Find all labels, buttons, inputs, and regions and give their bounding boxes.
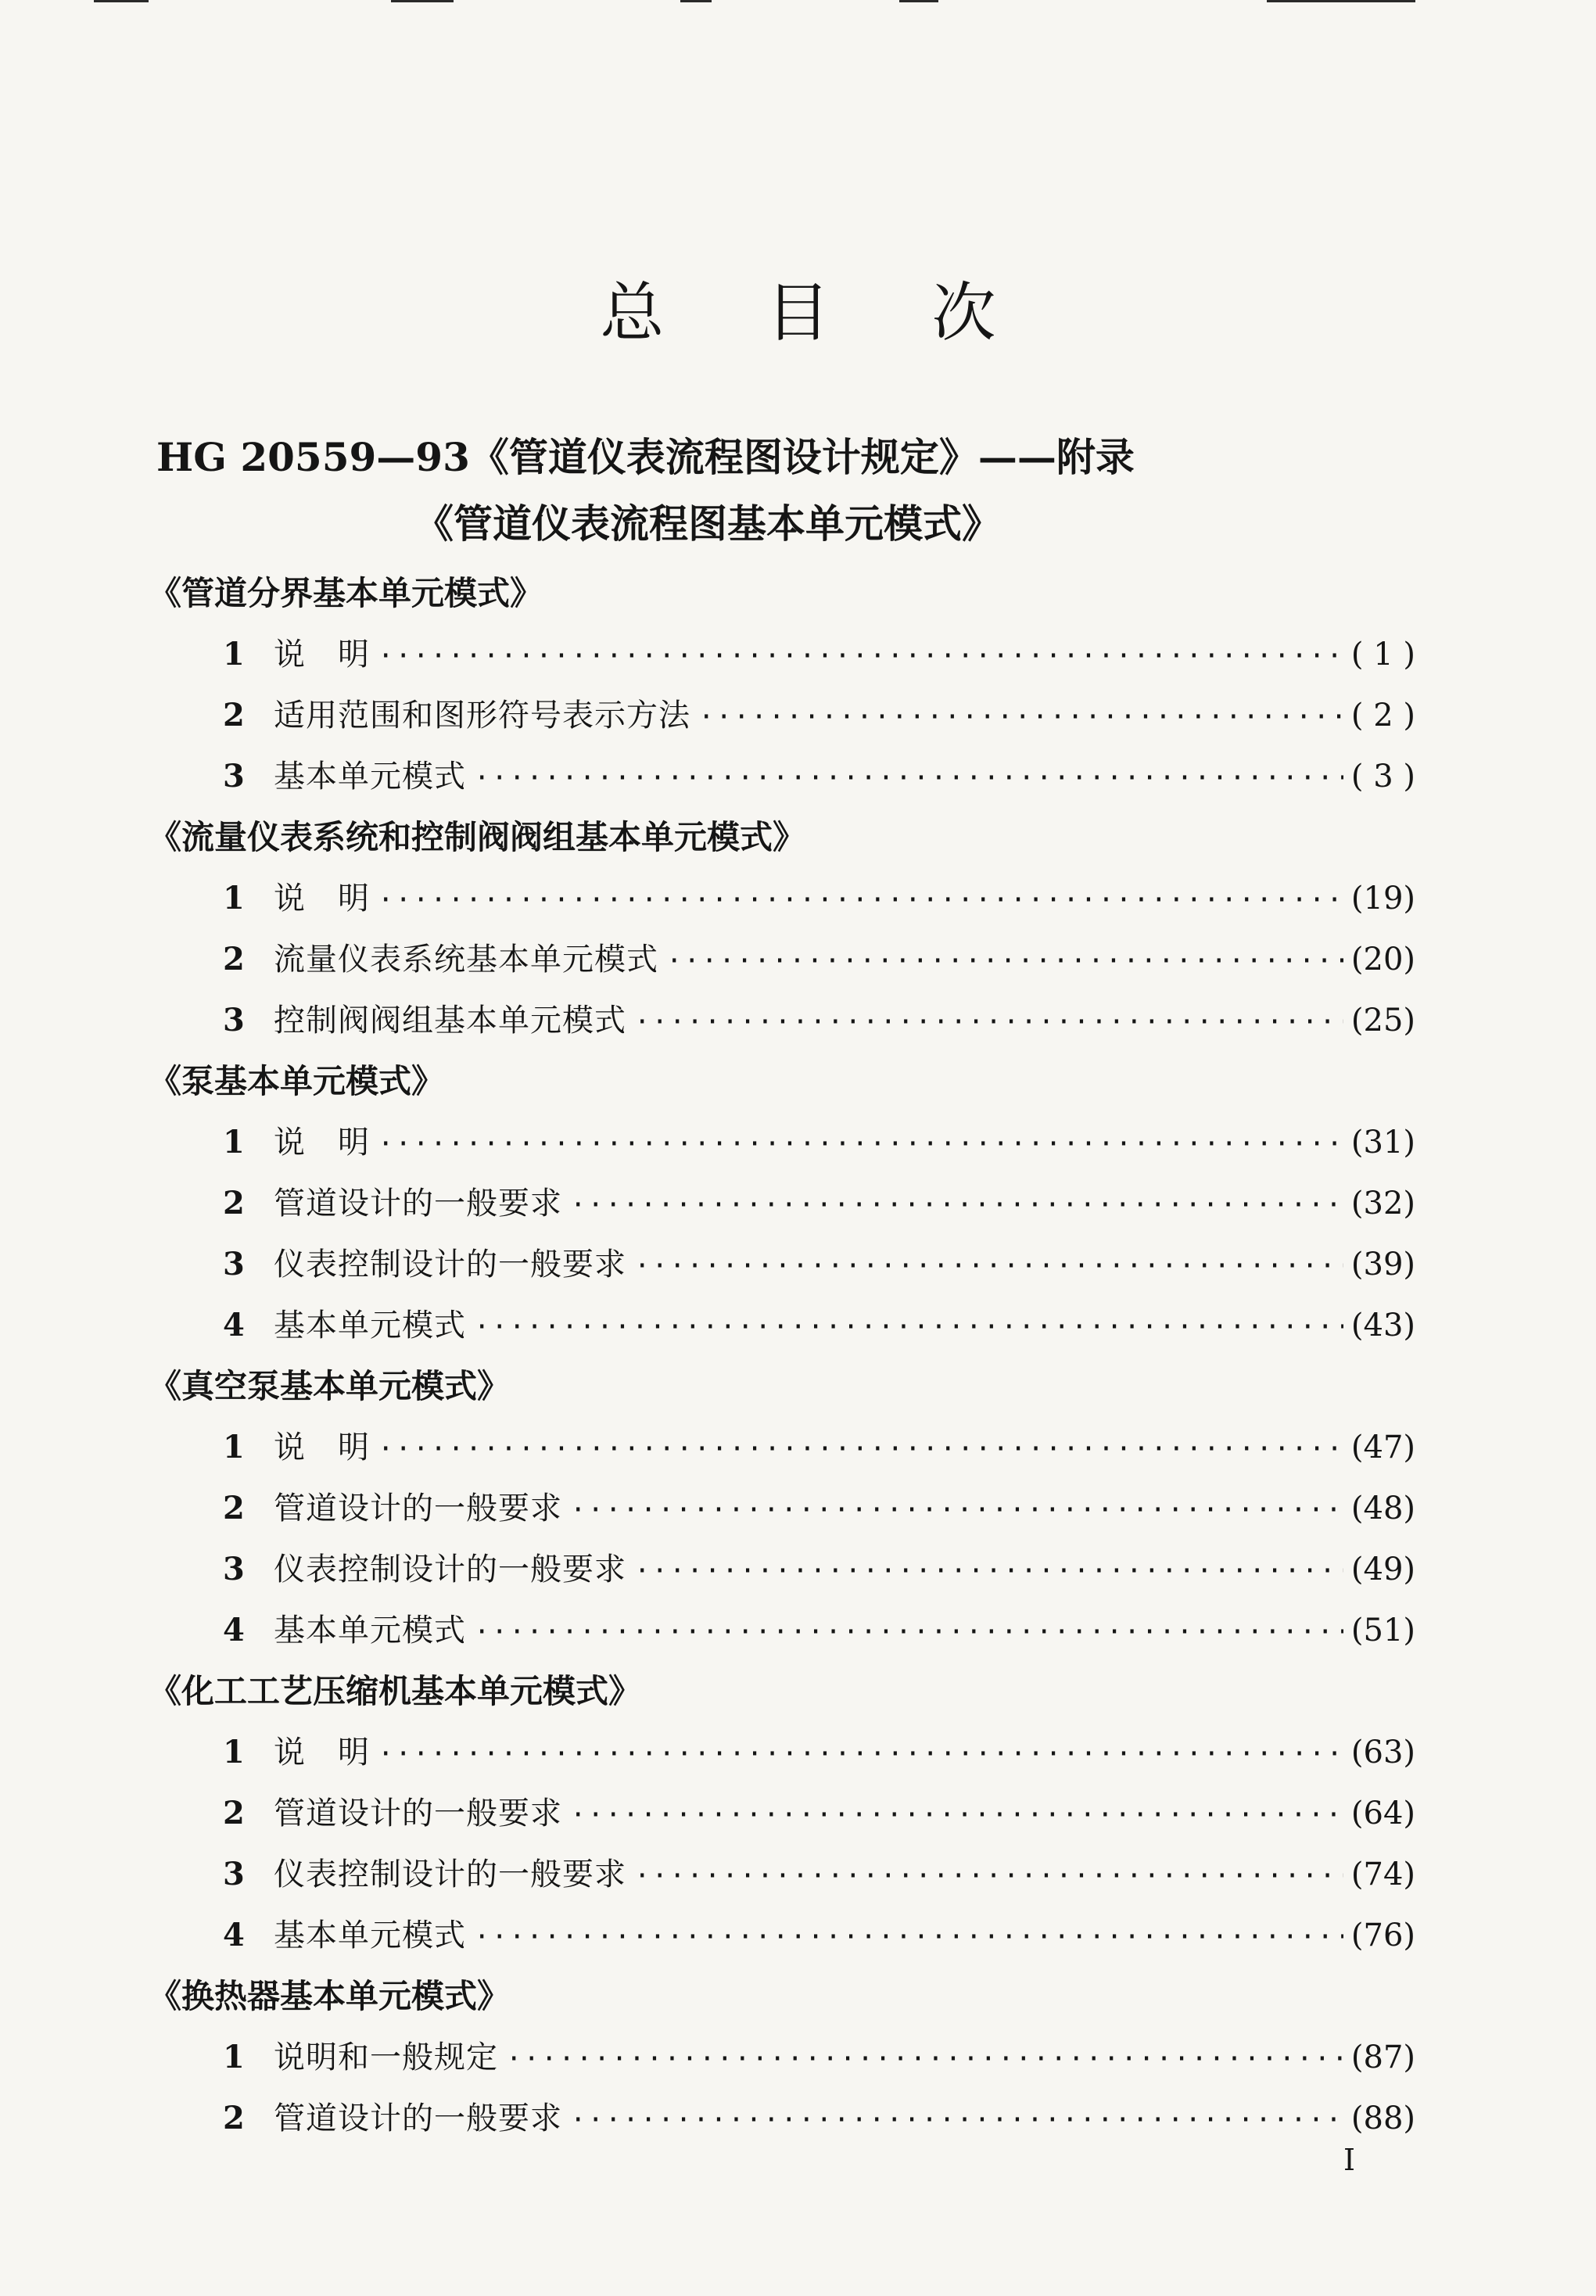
toc-entry[interactable] bbox=[149, 990, 1415, 1051]
entry-page: (25) bbox=[1350, 1003, 1415, 1039]
dot-leader bbox=[570, 1175, 1343, 1236]
toc-entry[interactable] bbox=[149, 1783, 1415, 1844]
dot-leader bbox=[570, 1480, 1343, 1541]
entry-number: 3 bbox=[223, 1246, 245, 1283]
dot-leader bbox=[634, 992, 1343, 1053]
entry-number: 3 bbox=[223, 1856, 245, 1892]
toc-entry[interactable] bbox=[149, 1417, 1415, 1478]
section-title: 《换热器基本单元模式》 bbox=[149, 1977, 511, 2015]
entry-text: 说明和一般规定 bbox=[274, 2039, 498, 2075]
entry-number: 4 bbox=[223, 1917, 245, 1953]
scan-artifact bbox=[391, 0, 454, 2]
entry-page: (49) bbox=[1350, 1552, 1415, 1587]
entry-number: 2 bbox=[223, 1795, 245, 1831]
toc-entry[interactable] bbox=[149, 1173, 1415, 1234]
entry-page: (51) bbox=[1350, 1613, 1415, 1648]
scan-artifact bbox=[899, 0, 938, 2]
entry-text: 流量仪表系统基本单元模式 bbox=[274, 942, 658, 978]
entry-page: (74) bbox=[1350, 1857, 1415, 1892]
toc-entry[interactable] bbox=[149, 685, 1415, 746]
entry-number: 1 bbox=[223, 1429, 245, 1465]
scan-artifact bbox=[680, 0, 712, 2]
toc-entry[interactable] bbox=[149, 929, 1415, 990]
toc-entry[interactable] bbox=[149, 1295, 1415, 1356]
toc-entry[interactable] bbox=[149, 1722, 1415, 1783]
entry-text: 说 明 bbox=[274, 1125, 370, 1161]
section-title: 《管道分界基本单元模式》 bbox=[149, 574, 543, 612]
entry-page: (76) bbox=[1350, 1918, 1415, 1953]
toc-entry[interactable] bbox=[149, 1600, 1415, 1661]
entry-text: 管道设计的一般要求 bbox=[274, 1796, 562, 1831]
dot-leader bbox=[378, 1724, 1343, 1785]
entry-number: 3 bbox=[223, 758, 245, 795]
entry-text: 说 明 bbox=[274, 881, 370, 917]
entry-page: (88) bbox=[1350, 2100, 1415, 2136]
entry-text: 仪表控制设计的一般要求 bbox=[274, 1247, 626, 1283]
dot-leader bbox=[634, 1846, 1343, 1907]
section-title: 《流量仪表系统和控制阀阀组基本单元模式》 bbox=[149, 818, 806, 856]
entry-page: ( 1 ) bbox=[1350, 637, 1415, 673]
entry-page: (20) bbox=[1350, 942, 1415, 978]
toc-entry[interactable] bbox=[149, 2027, 1415, 2088]
entry-number: 2 bbox=[223, 1185, 245, 1222]
entry-page: (32) bbox=[1350, 1186, 1415, 1222]
entry-number: 3 bbox=[223, 1551, 245, 1587]
entry-text: 仪表控制设计的一般要求 bbox=[274, 1552, 626, 1587]
entry-page: (47) bbox=[1350, 1430, 1415, 1465]
section-title: 《化工工艺压缩机基本单元模式》 bbox=[149, 1672, 642, 1710]
entry-text: 说 明 bbox=[274, 1735, 370, 1770]
entry-text: 管道设计的一般要求 bbox=[274, 1186, 562, 1222]
entry-text: 说 明 bbox=[274, 1430, 370, 1465]
entry-text: 仪表控制设计的一般要求 bbox=[274, 1857, 626, 1892]
entry-page: (64) bbox=[1350, 1796, 1415, 1831]
entry-page: (87) bbox=[1350, 2039, 1415, 2075]
dot-leader bbox=[698, 687, 1343, 748]
entry-number: 4 bbox=[223, 1612, 245, 1648]
entry-text: 控制阀阀组基本单元模式 bbox=[274, 1003, 626, 1039]
page-title: 总 目 次 bbox=[600, 276, 1037, 350]
entry-page: (39) bbox=[1350, 1247, 1415, 1283]
toc-entry[interactable] bbox=[149, 624, 1415, 685]
dot-leader bbox=[570, 2090, 1343, 2151]
entry-number: 4 bbox=[223, 1307, 245, 1344]
entry-page: (63) bbox=[1350, 1735, 1415, 1770]
entry-number: 1 bbox=[223, 1124, 245, 1161]
entry-number: 2 bbox=[223, 1490, 245, 1526]
dot-leader bbox=[378, 1419, 1343, 1480]
toc-entry[interactable] bbox=[149, 1539, 1415, 1600]
entry-page: (48) bbox=[1350, 1491, 1415, 1526]
entry-number: 1 bbox=[223, 880, 245, 917]
toc-entry[interactable] bbox=[149, 2088, 1415, 2149]
standard-heading: HG 20559—93《管道仪表流程图设计规定》——附录 bbox=[156, 434, 1135, 480]
scan-artifact bbox=[94, 0, 149, 2]
entry-page: (43) bbox=[1350, 1308, 1415, 1344]
dot-leader bbox=[474, 748, 1343, 809]
standard-subheading: 《管道仪表流程图基本单元模式》 bbox=[414, 500, 1001, 547]
section-title: 《真空泵基本单元模式》 bbox=[149, 1367, 511, 1405]
entry-text: 说 明 bbox=[274, 637, 370, 673]
section-title: 《泵基本单元模式》 bbox=[149, 1062, 445, 1100]
dot-leader bbox=[474, 1297, 1343, 1358]
entry-text: 管道设计的一般要求 bbox=[274, 2100, 562, 2136]
entry-number: 2 bbox=[223, 941, 245, 978]
toc-entry[interactable] bbox=[149, 868, 1415, 929]
entry-page: ( 2 ) bbox=[1350, 698, 1415, 734]
entry-page: (31) bbox=[1350, 1125, 1415, 1161]
entry-number: 3 bbox=[223, 1002, 245, 1039]
toc-entry[interactable] bbox=[149, 746, 1415, 807]
page-number: I bbox=[1343, 2143, 1356, 2177]
dot-leader bbox=[506, 2029, 1343, 2090]
dot-leader bbox=[474, 1602, 1343, 1663]
entry-text: 管道设计的一般要求 bbox=[274, 1491, 562, 1526]
toc-entry[interactable] bbox=[149, 1234, 1415, 1295]
entry-page: ( 3 ) bbox=[1350, 759, 1415, 795]
entry-text: 基本单元模式 bbox=[274, 1308, 466, 1344]
toc-entry[interactable] bbox=[149, 1478, 1415, 1539]
toc-entry[interactable] bbox=[149, 1112, 1415, 1173]
toc-entry[interactable] bbox=[149, 1905, 1415, 1966]
entry-number: 1 bbox=[223, 1734, 245, 1770]
dot-leader bbox=[474, 1907, 1343, 1968]
scan-artifact bbox=[1267, 0, 1415, 2]
entry-text: 基本单元模式 bbox=[274, 1918, 466, 1953]
entry-text: 基本单元模式 bbox=[274, 759, 466, 795]
dot-leader bbox=[378, 626, 1343, 687]
entry-text: 基本单元模式 bbox=[274, 1613, 466, 1648]
entry-page: (19) bbox=[1350, 881, 1415, 917]
entry-number: 2 bbox=[223, 697, 245, 734]
dot-leader bbox=[378, 1114, 1343, 1175]
dot-leader bbox=[634, 1541, 1343, 1602]
entry-number: 1 bbox=[223, 2039, 245, 2075]
entry-text: 适用范围和图形符号表示方法 bbox=[274, 698, 690, 734]
dot-leader bbox=[634, 1236, 1343, 1297]
dot-leader bbox=[570, 1785, 1343, 1846]
entry-number: 2 bbox=[223, 2100, 245, 2136]
dot-leader bbox=[666, 931, 1343, 992]
dot-leader bbox=[378, 870, 1343, 931]
toc-entry[interactable] bbox=[149, 1844, 1415, 1905]
table-of-contents bbox=[149, 563, 1415, 2149]
entry-number: 1 bbox=[223, 636, 245, 673]
